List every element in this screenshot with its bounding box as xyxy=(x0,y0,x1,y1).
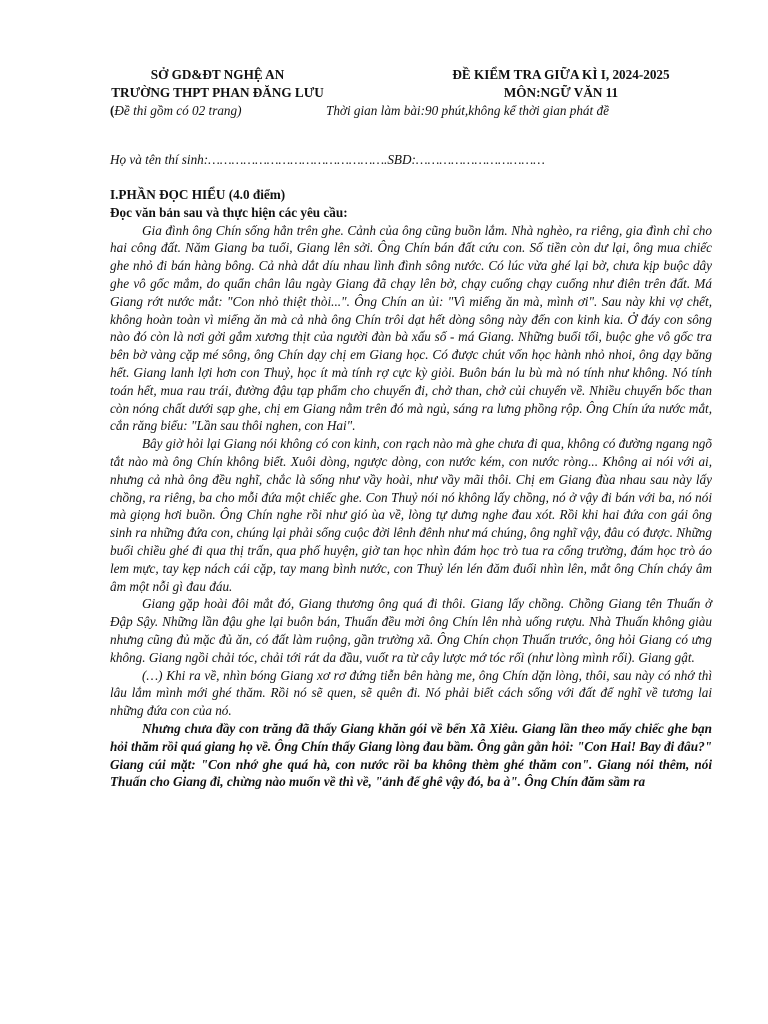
exam-header xyxy=(110,66,712,122)
section-title: I.PHẦN ĐỌC HIỂU (4.0 điểm) xyxy=(110,187,286,202)
reading-section xyxy=(110,186,712,791)
note-open-paren: ( xyxy=(110,103,115,118)
exam-title-block xyxy=(410,66,712,102)
exam-title: ĐỀ KIỂM TRA GIỮA KÌ I, 2024-2025 xyxy=(452,67,670,82)
exam-page xyxy=(110,66,712,790)
passage-paragraph-3: Giang gặp hoài đôi mắt đó, Giang thương ông quá đi thôi. Giang lấy chồng. Chồng Giang tên Thuấn ở Đập Sậy. Những lần đậu ghe lại buôn bán, Thuấn đều mời ông Chín lên nhà uống rượu. Nhà Thuấn không giàu nhưng cũng đủ mặc đủ ăn, có đất làm ruộng, gần trường xã. Ông Chín chọn Thuấn trước, ông hỏi Giang có ưng không. Giang ngồi chải tóc, chải tới rát da đầu, vuốt ra từ cây lược mớ tóc rối (như lòng mình rối). Giang gật. xyxy=(110,596,712,665)
issuer-block xyxy=(110,66,325,102)
passage-paragraph-4: (…) Khi ra về, nhìn bóng Giang xơ rơ đứng tiễn bên hàng me, ông Chín dặn lòng, thôi, sau này có nhớ thì lâu lắm mình mới ghé thăm. Rồi nó sẽ quen, sẽ quên đi. Nó phải biết cách sống với đất để nghĩ về tương lai những đứa con của nó. xyxy=(110,667,712,719)
section-instruction: Đọc văn bản sau và thực hiện các yêu cầu: xyxy=(110,204,348,220)
page-count-note xyxy=(110,102,242,120)
note-text: Đề thi gồm có 02 trang) xyxy=(114,103,242,118)
department-name: SỞ GD&ĐT NGHỆ AN xyxy=(150,67,285,82)
student-info-line: Họ và tên thí sinh:……………………………………….SBD:…………………………… xyxy=(110,152,545,167)
passage-paragraph-2: Bây giờ hỏi lại Giang nói không có con kinh, con rạch nào mà ghe chưa đi qua, không có đường ngang ngõ tắt nào mà ông Chín không biết. Xuôi dòng, ngược dòng, con nước kém, con nước ròng... Không ai nói với ai, nhưng cả nhà ông đều nghĩ, chắc là sống như vầy hoài, như vầy mãi thôi. Chị em Giang đùa nhau sau này lấy chồng, ra riêng, ba cho mỗi đứa một chiếc ghe. Con Thuỷ nói nó không lấy chồng, nó ở vậy đi bán với ba, nó nói mà giọng hơi buồn. Ông Chín nghe rồi như gió ùa về, lòng tự dưng nghe đau xót. Rồi khi hai đứa con gái ông sinh ra những đứa con, chúng lại phải sống cuộc đời lênh đênh như má chúng, ông nghĩ vậy, đâu có được. Những buổi chiều ghé đi qua thị trấn, qua phố huyện, giờ tan học nhìn đám học trò tua ra cổng trường, đám học trò áo lem mực, tay kẹp nách cái cặp, tay mang bình nước, con Thuỷ lén lén đăm đuối nhìn lên, mắt ông Chín cháy âm âm một nỗi gì đau đáu. xyxy=(110,436,712,594)
exam-time: Thời gian làm bài:90 phút,không kể thời gian phát đề xyxy=(326,103,609,118)
school-name: TRƯỜNG THPT PHAN ĐĂNG LƯU xyxy=(111,85,324,100)
exam-subject: MÔN:NGỮ VĂN 11 xyxy=(503,85,619,100)
passage-paragraph-5: Nhưng chưa đầy con trăng đã thấy Giang khăn gói về bến Xã Xiêu. Giang lần theo mấy chiếc ghe bạn hỏi thăm rồi quá giang họ về. Ông Chín thấy Giang lòng đau bầm. Ông gằn gằn hỏi: "Con Hai! Bay đi đâu?" Giang cúi mặt: "Con nhớ ghe quá hà, con nước rồi ba không thèm ghé thăm con". Giang nói thêm, nói Thuấn cho Giang đi, chừng nào muốn về thì về, "ảnh để ghê vậy đó, ba à". Ông Chín đăm sầm ra xyxy=(110,720,712,790)
passage-paragraph-1: Gia đình ông Chín sống hẳn trên ghe. Cảnh của ông cũng buồn lắm. Nhà nghèo, ra riêng, gia đình chỉ cho hai công đất. Năm Giang ba tuổi, Giang lên sởi. Ông Chín bán đất cứu con. Số tiền còn dư lại, ông mua chiếc ghe nhỏ đi bán hàng bông. Cả nhà dắt díu nhau lình đình sông nước. Có lúc vừa ghé lại bờ, chưa kịp buộc dây ghe vô gốc mắm, do quẩn chân lâu ngày Giang đã chạy lên bờ, chạy cuống chạy cuống như điên trên đất. Má Giang rớt nước mắt: "Con nhỏ thiệt thòi...". Ông Chín an ủi: "Vì miếng ăn mà, mình ơi". Sau này khi vợ chết, không hoàn toàn vì miếng ăn mà cả nhà ông Chín trôi dạt hết dòng sông này đến con kinh kia. Ở đáy con sông nào đó còn là nơi gởi gắm xương thịt của người đàn bà xấu số - má Giang. Những buổi tối, buộc ghe vô gốc tra bên bờ vàng cặp mé sông, ông Chín dạy chị em Giang học. Có được chút vốn học hành nhỏ nhoi, ông dạy băng hết. Giang lanh lợi hơn con Thuỷ, học ít mà tính rợ cực kỳ giỏi. Buôn bán lu bù mà nó tính như không. Nó tính toán hết, mua rau trái, đường đậu tạp phẩm cho chuyến đi, chở than, chở củi chuyến về. Nhiều chuyến bốc than còn nóng chất dưới sạp ghe, chị em Giang nằm trên đó mà ngủ, sáng ra lưng phồng rộp. Ông Chín ứa nước mắt, cắn răng biểu: "Lần sau thôi nghen, con Hai". xyxy=(110,222,712,434)
